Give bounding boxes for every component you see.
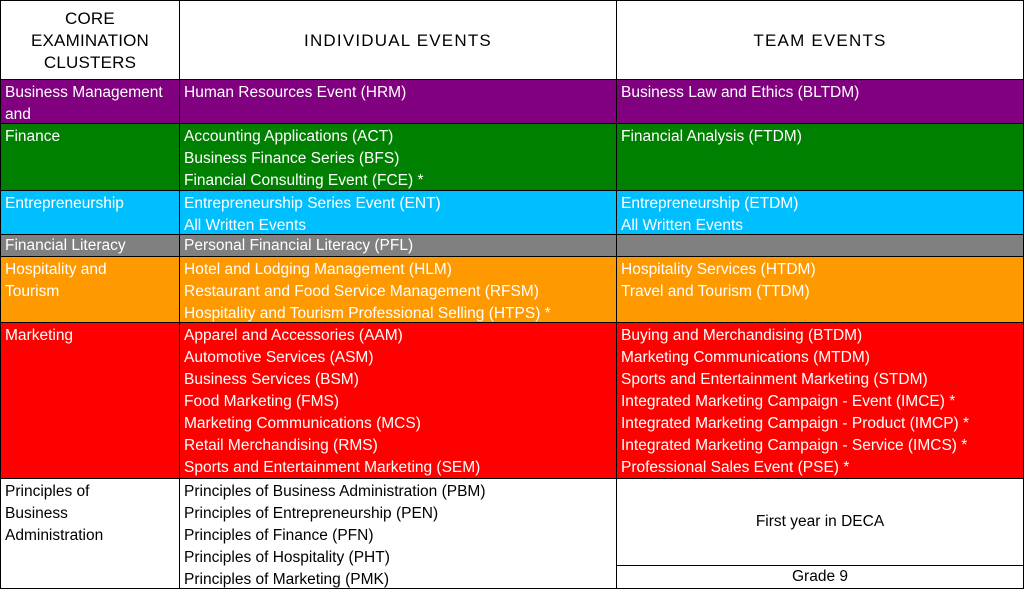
individual-event: Marketing Communications (MCS) bbox=[184, 415, 421, 432]
individual-event: Business Finance Series (BFS) bbox=[184, 150, 400, 167]
header-individual-events bbox=[179, 0, 616, 79]
individual-cell bbox=[179, 79, 616, 123]
individual-event: Principles of Finance (PFN) bbox=[184, 527, 374, 544]
row-finance bbox=[0, 123, 1024, 190]
header-row bbox=[0, 0, 1024, 79]
header-individual-label: INDIVIDUAL EVENTS bbox=[304, 31, 492, 50]
individual-event: Principles of Hospitality (PHT) bbox=[184, 549, 390, 566]
individual-event: Entrepreneurship Series Event (ENT) bbox=[184, 195, 441, 212]
individual-event: Restaurant and Food Service Management (RFSM) bbox=[184, 283, 539, 300]
individual-event: Principles of Entrepreneurship (PEN) bbox=[184, 505, 439, 522]
team-event: Travel and Tourism (TTDM) bbox=[621, 283, 810, 300]
individual-event: Hotel and Lodging Management (HLM) bbox=[184, 261, 452, 278]
individual-event: All Written Events bbox=[184, 217, 307, 234]
individual-cell bbox=[179, 190, 616, 234]
row-marketing bbox=[0, 322, 1024, 478]
team-event: Integrated Marketing Campaign - Event (IMCE) * bbox=[621, 393, 956, 410]
individual-cell bbox=[179, 256, 616, 322]
cluster-label: Principles of Business Administration bbox=[5, 483, 104, 544]
team-cell bbox=[616, 478, 1024, 588]
row-entrepreneurship bbox=[0, 190, 1024, 234]
individual-event: Food Marketing (FMS) bbox=[184, 393, 340, 410]
individual-cell bbox=[179, 234, 616, 256]
team-event: Entrepreneurship (ETDM) bbox=[621, 195, 799, 212]
team-cell bbox=[616, 322, 1024, 478]
team-event: Marketing Communications (MTDM) bbox=[621, 349, 870, 366]
row-financial-literacy bbox=[0, 234, 1024, 256]
team-cell bbox=[616, 79, 1024, 123]
cluster-cell bbox=[0, 123, 179, 190]
cluster-cell bbox=[0, 478, 179, 588]
individual-event: Apparel and Accessories (AAM) bbox=[184, 327, 403, 344]
individual-cell bbox=[179, 322, 616, 478]
individual-cell bbox=[179, 123, 616, 190]
team-cell bbox=[616, 190, 1024, 234]
cluster-cell bbox=[0, 234, 179, 256]
header-clusters-line-3: CLUSTERS bbox=[43, 53, 137, 72]
cluster-label: Hospitality and Tourism bbox=[5, 261, 107, 300]
first-year-note: First year in DECA bbox=[755, 513, 885, 530]
team-cell bbox=[616, 123, 1024, 190]
team-event: Buying and Merchandising (BTDM) bbox=[621, 327, 863, 344]
cluster-cell bbox=[0, 322, 179, 478]
header-clusters bbox=[0, 0, 179, 79]
cluster-label: Entrepreneurship bbox=[5, 195, 124, 212]
header-clusters-line-2: EXAMINATION bbox=[30, 31, 150, 50]
cluster-cell bbox=[0, 256, 179, 322]
cluster-label: Marketing bbox=[5, 327, 74, 344]
team-event: All Written Events bbox=[621, 217, 744, 234]
team-event: Hospitality Services (HTDM) bbox=[621, 261, 816, 278]
individual-event: Accounting Applications (ACT) bbox=[184, 128, 394, 145]
individual-cell bbox=[179, 478, 616, 588]
team-cell bbox=[616, 256, 1024, 322]
team-event: Financial Analysis (FTDM) bbox=[621, 128, 802, 145]
team-event: Sports and Entertainment Marketing (STDM) bbox=[621, 371, 928, 388]
individual-event: Principles of Marketing (PMK) bbox=[184, 571, 390, 588]
row-principles bbox=[0, 478, 1024, 589]
individual-event: Sports and Entertainment Marketing (SEM) bbox=[184, 459, 481, 476]
row-hospitality bbox=[0, 256, 1024, 322]
team-event: Business Law and Ethics (BLTDM) bbox=[621, 84, 860, 101]
individual-event: Principles of Business Administration (PBM) bbox=[184, 483, 486, 500]
cluster-label: Financial Literacy bbox=[5, 237, 126, 254]
cluster-label: Business Management and bbox=[5, 84, 163, 123]
individual-event: Financial Consulting Event (FCE) * bbox=[184, 172, 424, 189]
team-event: Integrated Marketing Campaign - Service (IMCS) * bbox=[621, 437, 968, 454]
team-cell bbox=[616, 234, 1024, 256]
header-clusters-line-1: CORE bbox=[65, 9, 115, 28]
team-event: Integrated Marketing Campaign - Product (IMCP) * bbox=[621, 415, 970, 432]
cluster-label: Finance bbox=[5, 128, 61, 145]
individual-event: Hospitality and Tourism Professional Selling (HTPS) * bbox=[184, 305, 551, 322]
individual-event: Human Resources Event (HRM) bbox=[184, 84, 407, 101]
row-business-management bbox=[0, 79, 1024, 123]
team-event: Professional Sales Event (PSE) * bbox=[621, 459, 850, 476]
cluster-cell bbox=[0, 190, 179, 234]
individual-event: Business Services (BSM) bbox=[184, 371, 359, 388]
header-team-events bbox=[616, 0, 1024, 79]
header-team-label: TEAM EVENTS bbox=[753, 31, 887, 50]
individual-event: Retail Merchandising (RMS) bbox=[184, 437, 378, 454]
grade-note: Grade 9 bbox=[617, 565, 1023, 588]
cluster-cell bbox=[0, 79, 179, 123]
individual-event: Personal Financial Literacy (PFL) bbox=[184, 237, 414, 254]
individual-event: Automotive Services (ASM) bbox=[184, 349, 374, 366]
